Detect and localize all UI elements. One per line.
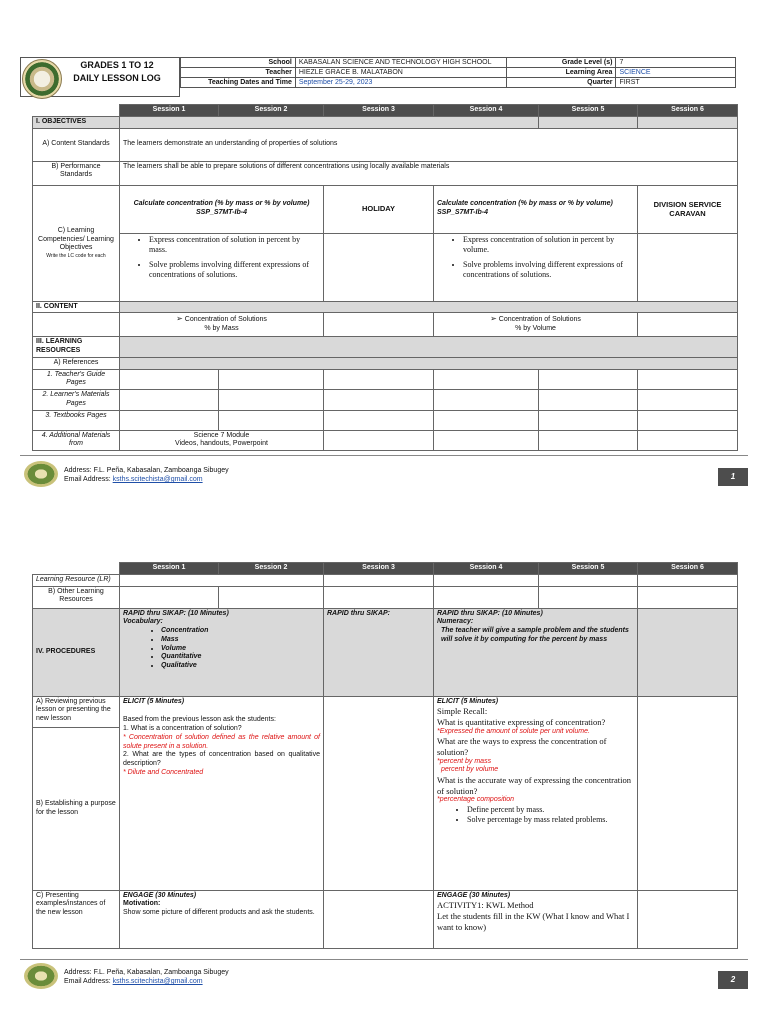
rapid-session3: RAPID thru SIKAP: xyxy=(324,608,434,696)
lc-session1-title: Calculate concentration (% by mass or % by volume) SSP_S7MT-Ib-4 xyxy=(120,185,324,233)
footer-divider xyxy=(20,455,748,456)
footer-email-label: Email Address: xyxy=(64,476,113,484)
header-info-table xyxy=(180,57,736,88)
elicit1-intro: Based from the previous lesson ask the students: xyxy=(123,716,276,724)
other-resources-label: B) Other Learning Resources xyxy=(33,586,120,608)
elicit4-a1: *Expressed the amount of solute per unit volume. xyxy=(437,727,590,735)
vocab-item: • Quantitative xyxy=(161,653,320,662)
performance-standards-label: B) Performance Standards xyxy=(33,161,120,185)
elicit4-objective-2: • Solve percentage by mass related problems. xyxy=(467,815,634,825)
elicit1-q2: 2. What are the types of concentration based on qualitative description? xyxy=(123,751,320,767)
motivation-label: Motivation: xyxy=(123,900,161,908)
elicit1-q1: 1. What is a concentration of solution? xyxy=(123,725,242,732)
presenting-examples-label: C) Presenting examples/instances of the new lesson xyxy=(33,890,120,948)
vocabulary-label: Vocabulary: xyxy=(123,618,163,626)
learning-competencies-label: C) Learning Competencies/ Learning Objectives xyxy=(38,226,114,252)
procedures-label: IV. PROCEDURES xyxy=(33,608,120,696)
session-header-5: Session 5 xyxy=(539,563,638,575)
elicit4-a2b: percent by volume xyxy=(441,766,499,774)
session-header-2: Session 2 xyxy=(219,563,324,575)
performance-standards-text: The learners shall be able to prepare solutions of different concentrations using locally available materials xyxy=(120,161,738,185)
quarter-label: Quarter xyxy=(506,78,616,88)
footer-email-label: Email Address: xyxy=(64,978,113,986)
school-logo xyxy=(24,963,58,989)
numeracy-label: Numeracy: xyxy=(437,618,474,626)
content1-line1: Concentration of Solutions xyxy=(184,316,267,324)
teacher-value: HIEZLE GRACE B. MALATABON xyxy=(295,68,506,78)
elicit1-title: ELICIT (5 Minutes) xyxy=(123,697,185,705)
objectives-label: I. OBJECTIVES xyxy=(33,116,120,128)
area-label: Learning Area xyxy=(506,68,616,78)
session-header-3: Session 3 xyxy=(324,563,434,575)
establishing-purpose-label: B) Establishing a purpose for the lesson xyxy=(33,727,120,890)
learners-materials-label: 2. Learner's Materials Pages xyxy=(33,390,120,411)
session-header-3: Session 3 xyxy=(324,105,434,117)
school-label: School xyxy=(181,58,296,68)
textbooks-label: 3. Textbooks Pages xyxy=(33,410,120,430)
dates-value: September 25-29, 2023 xyxy=(295,78,506,88)
deped-seal-logo xyxy=(22,59,62,99)
grade-label: Grade Level (s) xyxy=(506,58,616,68)
holiday-label: HOLIDAY xyxy=(324,185,434,233)
numeracy-text: The teacher will give a sample problem and the students will solve it by computing for the percent by mass xyxy=(441,627,629,643)
page-number-2: 2 xyxy=(718,971,748,989)
lesson-table-page2 xyxy=(32,562,738,949)
school-logo xyxy=(24,461,58,487)
elicit4-q2: What are the ways to express the concentration of solution? xyxy=(437,736,607,757)
session-header-6: Session 6 xyxy=(638,563,738,575)
vocabulary-list xyxy=(123,627,320,671)
session-header-6: Session 6 xyxy=(638,105,738,117)
content4-line1: Concentration of Solutions xyxy=(498,316,581,324)
content-label: II. CONTENT xyxy=(33,301,120,313)
footer-contact xyxy=(64,466,229,485)
engage1-title: ENGAGE (30 Minutes) xyxy=(123,891,197,899)
content-standards-text: The learners demonstrate an understanding of properties of solutions xyxy=(120,128,738,161)
lc-session1-bullets xyxy=(120,233,324,301)
rapid-session1 xyxy=(120,608,324,696)
vocab-item: • Mass xyxy=(161,636,320,645)
engage-session1 xyxy=(120,890,324,948)
learning-resources-label: III. LEARNING RESOURCES xyxy=(33,337,120,358)
vocab-item: • Qualitative xyxy=(161,662,320,671)
teacher-label: Teacher xyxy=(181,68,296,78)
elicit4-title: ELICIT (5 Minutes) xyxy=(437,697,499,705)
content4-line2: % by Volume xyxy=(515,325,556,332)
engage1-text: Show some picture of different products and ask the students. xyxy=(123,909,315,916)
grade-value: 7 xyxy=(616,58,736,68)
page-number-1: 1 xyxy=(718,468,748,486)
learning-competencies-cell xyxy=(33,185,120,301)
elicit1-a1: * Concentration of solution defined as the relative amount of solute present in a solution. xyxy=(123,733,320,750)
elicit-session4 xyxy=(434,696,638,890)
elicit4-q1: What is quantitative expressing of concentration? xyxy=(437,716,606,727)
session-header-2: Session 2 xyxy=(219,105,324,117)
arrow-bullet-icon: ➢ xyxy=(176,314,183,324)
lesson-table-page1 xyxy=(32,104,738,451)
lc4-bullet-1: • Express concentration of solution in percent by volume. xyxy=(463,235,634,255)
references-label: A) References xyxy=(33,357,120,369)
session-header-4: Session 4 xyxy=(434,105,539,117)
lc4-bullet-2: • Solve problems involving different expressions of concentrations of solutions. xyxy=(463,260,634,280)
lc1-bullet-2: • Solve problems involving different expressions of concentrations of solutions. xyxy=(149,260,320,280)
engage4-text: Let the students fill in the KW (What I know and What I want to know) xyxy=(437,910,630,932)
header-title-line2: DAILY LESSON LOG xyxy=(73,73,161,83)
arrow-bullet-icon: ➢ xyxy=(490,314,497,324)
learning-resource-label: Learning Resource (LR) xyxy=(33,574,120,586)
elicit4-objective-1: • Define percent by mass. xyxy=(467,805,634,815)
footer-address: Address: F.L. Peña, Kabasalan, Zamboanga Sibugey xyxy=(64,969,229,976)
session-header-5: Session 5 xyxy=(539,105,638,117)
vocab-item: • Volume xyxy=(161,645,320,654)
header-title-line1: GRADES 1 TO 12 xyxy=(80,60,154,70)
session-header-1: Session 1 xyxy=(120,563,219,575)
lc1-bullet-1: • Express concentration of solution in percent by mass. xyxy=(149,235,320,255)
reviewing-lesson-label: A) Reviewing previous lesson or presenting the new lesson xyxy=(33,696,120,727)
elicit4-q3: What is the accurate way of expressing the concentration of solution? xyxy=(437,775,632,796)
content-session4 xyxy=(434,313,638,337)
footer-contact xyxy=(64,968,229,987)
elicit-session1 xyxy=(120,696,324,890)
elicit4-a2a: *percent by mass xyxy=(437,757,492,765)
rapid-session4 xyxy=(434,608,638,696)
content-standards-label: A) Content Standards xyxy=(33,128,120,161)
rapid1-title: RAPID thru SIKAP: (10 Minutes) xyxy=(123,609,229,617)
session-header-1: Session 1 xyxy=(120,105,219,117)
school-value: KABASALAN SCIENCE AND TECHNOLOGY HIGH SCHOOL xyxy=(295,58,506,68)
elicit4-objectives xyxy=(437,805,634,825)
division-caravan-label: DIVISION SERVICE CARAVAN xyxy=(638,185,738,233)
engage4-activity: ACTIVITY1: KWL Method xyxy=(437,900,534,911)
am-line1: Science 7 Module xyxy=(193,431,250,439)
footer-divider xyxy=(20,959,748,960)
dates-label: Teaching Dates and Time xyxy=(181,78,296,88)
footer-email-link[interactable]: ksths.scitechista@gmail.com xyxy=(112,978,203,986)
additional-materials-text xyxy=(120,430,324,451)
quarter-value: FIRST xyxy=(616,78,736,88)
area-value: SCIENCE xyxy=(616,68,736,78)
additional-materials-label: 4. Additional Materials from xyxy=(33,430,120,451)
content-session1 xyxy=(120,313,324,337)
content1-line2: % by Mass xyxy=(204,325,239,332)
lc-note: Write the LC code for each xyxy=(46,253,106,259)
footer-address: Address: F.L. Peña, Kabasalan, Zamboanga Sibugey xyxy=(64,467,229,474)
session-header-4: Session 4 xyxy=(434,563,539,575)
lc-session4-title: Calculate concentration (% by mass or % by volume) SSP_S7MT-Ib-4 xyxy=(434,185,638,233)
footer-email-link[interactable]: ksths.scitechista@gmail.com xyxy=(112,476,203,484)
vocab-item: • Concentration xyxy=(161,627,320,636)
teachers-guide-label: 1. Teacher's Guide Pages xyxy=(33,369,120,390)
lc-session4-bullets xyxy=(434,233,638,301)
elicit1-a2: * Dilute and Concentrated xyxy=(123,768,204,776)
elicit4-recall: Simple Recall: xyxy=(437,706,488,717)
engage4-title: ENGAGE (30 Minutes) xyxy=(437,891,511,899)
engage-session4 xyxy=(434,890,638,948)
am-line2: Videos, handouts, Powerpoint xyxy=(175,440,268,448)
rapid4-title: RAPID thru SIKAP: (10 Minutes) xyxy=(437,609,543,617)
elicit4-a3: *percentage composition xyxy=(437,796,515,804)
